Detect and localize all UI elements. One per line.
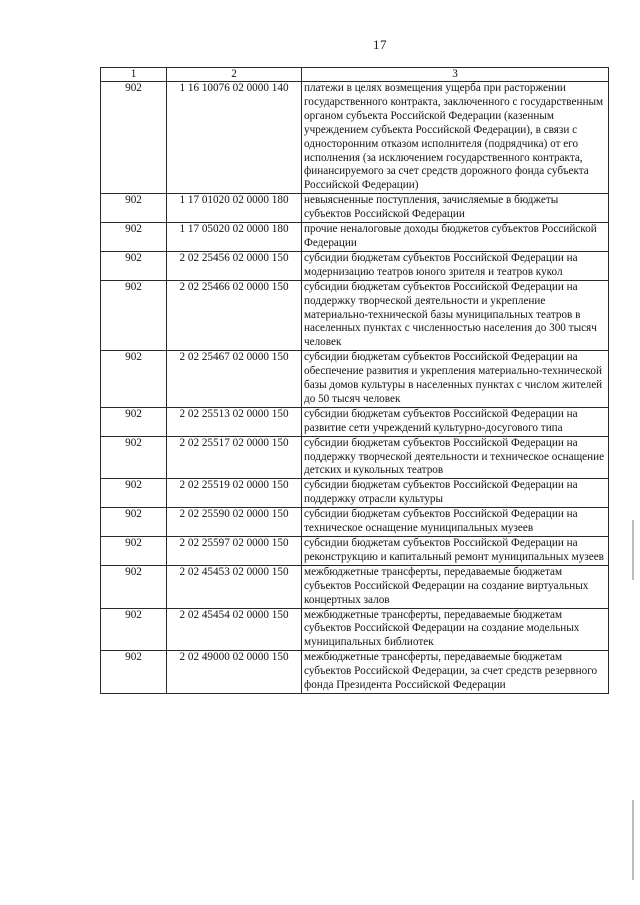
revenue-code-cell: 2 02 25466 02 0000 150: [167, 280, 302, 351]
table-row: [101, 280, 609, 351]
column-header-3: 3: [302, 68, 609, 82]
admin-code-cell: 902: [101, 436, 167, 479]
admin-code-cell: 902: [101, 251, 167, 280]
admin-code-cell: 902: [101, 223, 167, 252]
admin-code-cell: 902: [101, 651, 167, 694]
revenue-code-cell: 2 02 45453 02 0000 150: [167, 565, 302, 608]
revenue-name-cell: субсидии бюджетам субъектов Российской Федерации на поддержку творческой деятельности и техническое оснащение детских и кукольных театров: [302, 436, 609, 479]
revenue-code-cell: 2 02 25590 02 0000 150: [167, 508, 302, 537]
revenue-name-cell: субсидии бюджетам субъектов Российской Федерации на поддержку отрасли культуры: [302, 479, 609, 508]
column-header-1: 1: [101, 68, 167, 82]
revenue-name-cell: субсидии бюджетам субъектов Российской Федерации на развитие сети учреждений культурно-досугового типа: [302, 407, 609, 436]
table-row: [101, 194, 609, 223]
admin-code-cell: 902: [101, 608, 167, 651]
admin-code-cell: 902: [101, 508, 167, 537]
admin-code-cell: 902: [101, 537, 167, 566]
admin-code-cell: 902: [101, 351, 167, 408]
revenue-name-cell: межбюджетные трансферты, передаваемые бюджетам субъектов Российской Федерации, за счет средств резервного фонда Президента Российской Федерации: [302, 651, 609, 694]
revenue-code-cell: 1 17 05020 02 0000 180: [167, 223, 302, 252]
revenue-name-cell: субсидии бюджетам субъектов Российской Федерации на поддержку творческой деятельности и укрепление материально-технической базы муниципальных театров в населенных пунктах с численностью населения до 300 тысяч человек: [302, 280, 609, 351]
table-row: [101, 82, 609, 194]
revenue-code-cell: 1 16 10076 02 0000 140: [167, 82, 302, 194]
admin-code-cell: 902: [101, 479, 167, 508]
scan-edge-mark: [632, 520, 634, 580]
revenue-code-cell: 2 02 25456 02 0000 150: [167, 251, 302, 280]
revenue-code-cell: 1 17 01020 02 0000 180: [167, 194, 302, 223]
revenue-code-cell: 2 02 25517 02 0000 150: [167, 436, 302, 479]
admin-code-cell: 902: [101, 194, 167, 223]
table-row: [101, 565, 609, 608]
column-header-2: 2: [167, 68, 302, 82]
table-row: [101, 436, 609, 479]
revenue-code-cell: 2 02 49000 02 0000 150: [167, 651, 302, 694]
revenue-code-cell: 2 02 25467 02 0000 150: [167, 351, 302, 408]
revenue-name-cell: прочие неналоговые доходы бюджетов субъектов Российской Федерации: [302, 223, 609, 252]
admin-code-cell: 902: [101, 82, 167, 194]
revenue-name-cell: субсидии бюджетам субъектов Российской Федерации на реконструкцию и капитальный ремонт муниципальных музеев: [302, 537, 609, 566]
table-row: [101, 479, 609, 508]
table-row: [101, 508, 609, 537]
scan-edge-mark: [632, 800, 634, 880]
revenue-code-cell: 2 02 45454 02 0000 150: [167, 608, 302, 651]
admin-code-cell: 902: [101, 280, 167, 351]
revenue-code-cell: 2 02 25597 02 0000 150: [167, 537, 302, 566]
admin-code-cell: 902: [101, 565, 167, 608]
revenue-name-cell: межбюджетные трансферты, передаваемые бюджетам субъектов Российской Федерации на создание виртуальных концертных залов: [302, 565, 609, 608]
page-number: 17: [373, 37, 387, 52]
admin-code-cell: 902: [101, 407, 167, 436]
table-header-row: [101, 68, 609, 82]
revenue-code-cell: 2 02 25513 02 0000 150: [167, 407, 302, 436]
table-row: [101, 608, 609, 651]
table-row: [101, 351, 609, 408]
revenue-name-cell: межбюджетные трансферты, передаваемые бюджетам субъектов Российской Федерации на создание модельных муниципальных библиотек: [302, 608, 609, 651]
revenue-codes-table: [100, 67, 609, 694]
revenue-name-cell: субсидии бюджетам субъектов Российской Федерации на модернизацию театров юного зрителя и театров кукол: [302, 251, 609, 280]
revenue-name-cell: субсидии бюджетам субъектов Российской Федерации на техническое оснащение муниципальных музеев: [302, 508, 609, 537]
revenue-name-cell: невыясненные поступления, зачисляемые в бюджеты субъектов Российской Федерации: [302, 194, 609, 223]
table-row: [101, 223, 609, 252]
table-row: [101, 651, 609, 694]
table-row: [101, 251, 609, 280]
table-row: [101, 537, 609, 566]
revenue-code-cell: 2 02 25519 02 0000 150: [167, 479, 302, 508]
revenue-name-cell: субсидии бюджетам субъектов Российской Федерации на обеспечение развития и укрепления материально-технической базы домов культуры в населенных пунктах с числом жителей до 50 тысяч человек: [302, 351, 609, 408]
table-row: [101, 407, 609, 436]
revenue-name-cell: платежи в целях возмещения ущерба при расторжении государственного контракта, заключенного с государственным органом субъекта Российской Федерации (казенным учреждением субъекта Российской Федерации), в связи с односторонним отказом исполнителя (подрядчика) от его исполнения (за исключением государственного контракта, финансируемого за счет средств дорожного фонда субъекта Российской Федерации): [302, 82, 609, 194]
